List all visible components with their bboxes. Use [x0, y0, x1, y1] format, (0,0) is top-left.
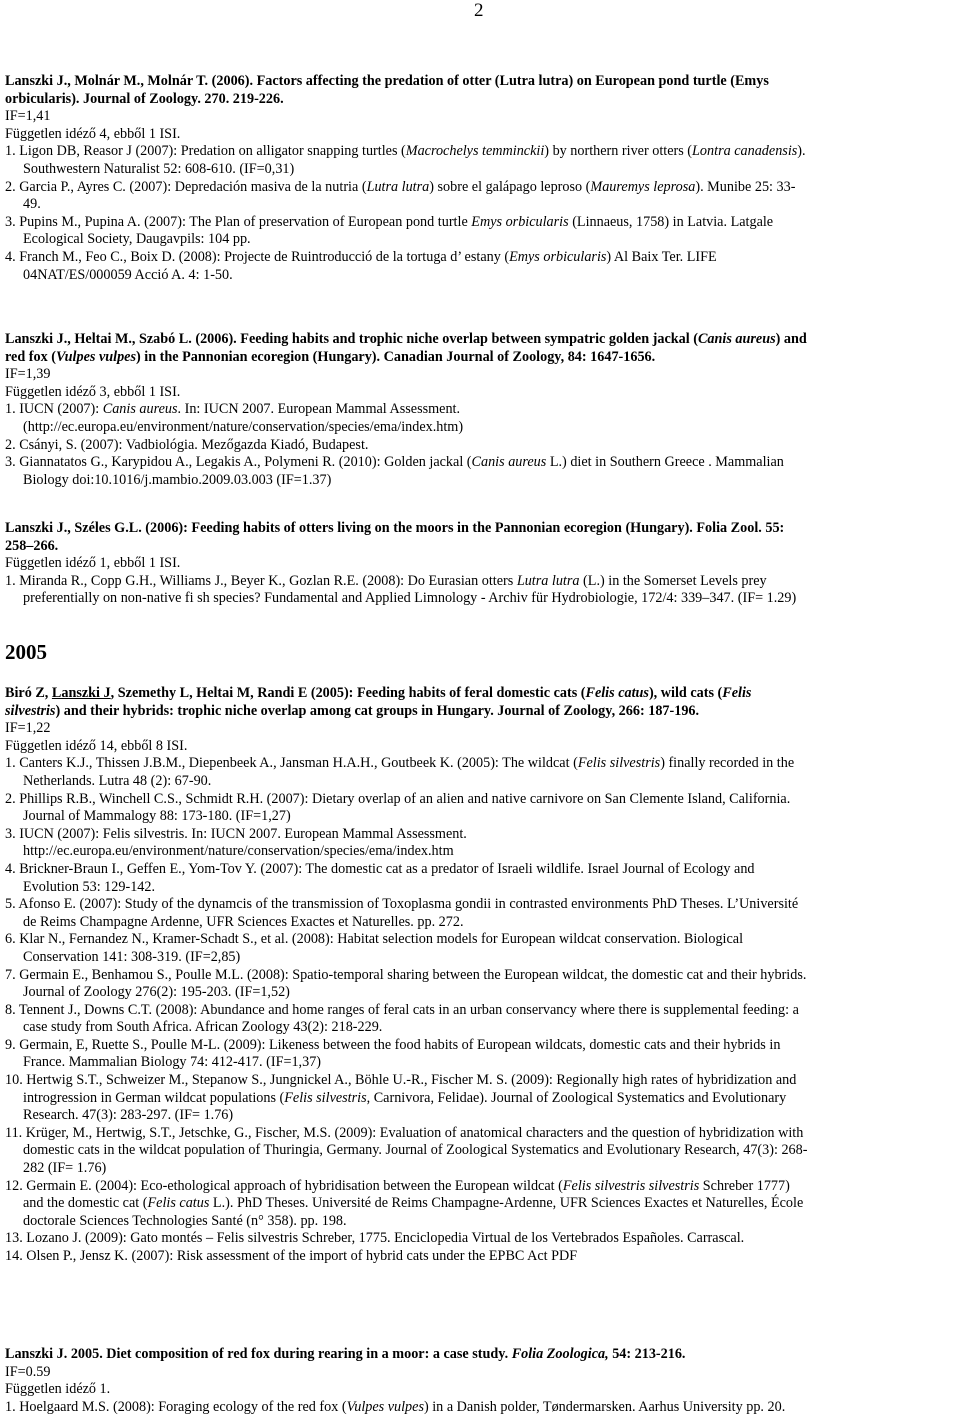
text-run: 1. IUCN (2007): [5, 401, 103, 418]
text-run: Schreber 1777) [699, 1177, 790, 1194]
text-run: 5. Afonso E. (2007): Study of the dynamcis of the transmission of Toxoplasma gondii in contrasted environments PhD Theses. L’Université [5, 896, 799, 913]
text-run: (http://ec.europa.eu/environment/nature/conservation/species/ema/index.htm) [23, 418, 464, 435]
citation-line [5, 1213, 955, 1231]
citation-block [5, 73, 955, 284]
citation-line [5, 967, 955, 985]
text-run: 282 (IF= 1.76) [23, 1160, 107, 1177]
text-run: red fox ( [5, 348, 56, 365]
text-run: , Carnivora, Felidae). Journal of Zoological Systematics and Evolutionary [366, 1089, 787, 1106]
citation-block [5, 685, 955, 1266]
text-run: preferentially on non-native fi sh species? Fundamental and Applied Limnology - Archiv für Hydrobiologie, 172/4: 339–347. (IF= 1.29) [23, 590, 797, 607]
citation-line [5, 161, 955, 179]
citation-line [5, 555, 955, 573]
text-run: Felis catus [585, 685, 649, 701]
text-run: IF=1,22 [5, 720, 51, 737]
page-number: 2 [474, 0, 484, 21]
citation-line [5, 231, 955, 249]
text-run: 04NAT/ES/000059 Acció A. 4: 1-50. [23, 266, 233, 283]
citation-line [5, 1178, 955, 1196]
text-run: Felis silvestris silvestris [562, 1177, 700, 1194]
citation-block [5, 331, 955, 489]
citation-line [5, 249, 955, 267]
citation-heading [5, 1346, 955, 1364]
citation-line [5, 703, 955, 721]
text-run: Független idéző 14, ebből 8 ISI. [5, 737, 188, 754]
text-run: Független idéző 1, ebből 1 ISI. [5, 555, 181, 572]
text-run: Southwestern Naturalist 52: 608-610. (IF=0,31) [23, 160, 295, 177]
text-run: 12. Germain E. (2004): Eco-ethological approach of hybridisation between the European wildcat ( [5, 1177, 563, 1194]
text-run: 1. Hoelgaard M.S. (2008): Foraging ecology of the red fox ( [5, 1398, 347, 1415]
citation-line [5, 1399, 955, 1417]
citation-block [5, 520, 955, 608]
text-run: Lutra lutra [516, 572, 580, 589]
citation-line [5, 1248, 955, 1266]
citation-line [5, 267, 955, 285]
citation-line [5, 1090, 955, 1108]
citation-line [5, 1037, 955, 1055]
text-run: 2. Phillips R.B., Winchell C.S., Schmidt R.H. (2007): Dietary overlap of an alien and native carnivore on San Clemente Island, California. [5, 790, 791, 807]
citation-line [5, 143, 955, 161]
text-run: 4. Franch M., Feo C., Boix D. (2008): Projecte de Ruintroducció de la tortuga d’ estany ( [5, 248, 510, 265]
text-run: Lanszki J., Heltai M., Szabó L. (2006). Feeding habits and trophic niche overlap between sympatric golden jackal ( [5, 331, 698, 347]
citation-heading [5, 73, 955, 91]
text-run: de Reims Champagne Ardenne, UFR Sciences Exactes et Naturelles. pp. 272. [23, 913, 464, 930]
text-run: orbicularis). Journal of Zoology. 270. 219-226. [5, 90, 284, 107]
citation-line [5, 454, 955, 472]
text-run: Folia Zoologica, [511, 1346, 609, 1362]
citation-line [5, 1107, 955, 1125]
citation-line [5, 1019, 955, 1037]
citation-line [5, 826, 955, 844]
text-run: ) and their hybrids: trophic niche overlap among cat groups in Hungary. Journal of Zoology, 266: 187-196. [55, 702, 700, 719]
text-run: ). [797, 143, 806, 160]
text-run: IF=0.59 [5, 1363, 51, 1380]
text-run: 3. Pupins M., Pupina A. (2007): The Plan of preservation of European pond turtle [5, 213, 472, 230]
text-run: IF=1,39 [5, 366, 51, 383]
text-run: 10. Hertwig S.T., Schweizer M., Stepanow S., Jungnickel A., Böhle U.-R., Fischer M. S. (2009): Regionally high rates of hybridization and [5, 1072, 797, 1089]
text-run: Felis silvestris [577, 755, 661, 772]
text-run: 2. Garcia P., Ayres C. (2007): Depredación masiva de la nutria ( [5, 178, 367, 195]
text-run: Lanszki J., Széles G.L. (2006): Feeding habits of otters living on the moors in the Pannonian ecoregion (Hungary). Folia Zool. 55: [5, 520, 785, 536]
text-run: , Szemethy L, Heltai M, Randi E (2005): Feeding habits of feral domestic cats ( [110, 685, 586, 701]
text-run: Lutra lutra [366, 178, 430, 195]
citation-line [5, 366, 955, 384]
text-run: ) by northern river otters ( [544, 143, 693, 160]
citation-line [5, 896, 955, 914]
text-run: Vulpes vulpes [346, 1398, 424, 1415]
text-run: 6. Klar N., Fernandez N., Kramer-Schadt S., et al. (2008): Habitat selection models for European wildcat conservation. Biological [5, 931, 744, 948]
citation-heading [5, 331, 955, 349]
text-run: L.) diet in Southern Greece . Mammalian [546, 454, 784, 471]
text-run: Felis [722, 685, 752, 701]
text-run: IF=1,41 [5, 108, 51, 125]
text-run: ) Al Baix Ter. LIFE [606, 248, 717, 265]
text-run: (L.) in the Somerset Levels prey [579, 572, 767, 589]
text-run: Emys orbicularis [509, 248, 607, 265]
citation-heading [5, 685, 955, 703]
citation-line [5, 720, 955, 738]
text-run: Research. 47(3): 283-297. (IF= 1.76) [23, 1107, 234, 1124]
text-run: Független idéző 4, ebből 1 ISI. [5, 125, 181, 142]
text-run: Canis aureus [471, 454, 547, 471]
citation-line [5, 1364, 955, 1382]
citation-line [5, 1125, 955, 1143]
citation-line [5, 791, 955, 809]
text-run: Ecological Society, Daugavpils: 104 pp. [23, 231, 251, 248]
text-run: Lanszki J., Molnár M., Molnár T. (2006). Factors affecting the predation of otter (Lutra lutra) on European pond turtle (Emys [5, 73, 769, 89]
text-run: 7. Germain E., Benhamou S., Poulle M.L. (2008): Spatio-temporal sharing between the European wildcat, the domestic cat and their hybrids. [5, 966, 807, 983]
citation-line [5, 755, 955, 773]
citation-line [5, 1230, 955, 1248]
citation-line [5, 196, 955, 214]
citation-line [5, 91, 955, 109]
text-run: Canis aureus [697, 331, 776, 347]
citation-line [5, 843, 955, 861]
text-run: 11. Krüger, M., Hertwig, S.T., Jetschke, G., Fischer, M.S. (2009): Evaluation of anatomical characters and the question of hybridization with [5, 1124, 804, 1141]
year-heading: 2005 [5, 640, 47, 664]
citation-heading [5, 520, 955, 538]
text-run: Lanszki J [51, 685, 111, 701]
text-run: Felis silvestris [284, 1089, 367, 1106]
citation-line [5, 738, 955, 756]
citation-line [5, 1160, 955, 1178]
text-run: 4. Brickner-Braun I., Geffen E., Yom-Tov Y. (2007): The domestic cat as a predator of Israeli wildlife. Israel Journal of Ecology and [5, 860, 755, 877]
text-run: Mauremys leprosa [590, 178, 696, 195]
text-run: Független idéző 1. [5, 1381, 111, 1398]
citation-line [5, 108, 955, 126]
text-run: Emys orbicularis [471, 213, 569, 230]
text-run: ) in a Danish polder, Tøndermarsken. Aarhus University pp. 20. [423, 1398, 786, 1415]
citation-line [5, 384, 955, 402]
text-run: http://ec.europa.eu/environment/nature/conservation/species/ema/index.htm [23, 843, 454, 860]
text-run: Lanszki J. 2005. Diet composition of red fox during rearing in a moor: a case study. [5, 1346, 512, 1362]
text-run: Vulpes vulpes [55, 348, 136, 365]
text-run: Lontra canadensis [692, 143, 798, 160]
text-run: Biology doi:10.1016/j.mambio.2009.03.003 (IF=1.37) [23, 471, 332, 488]
text-run: 1. Ligon DB, Reasor J (2007): Predation on alligator snapping turtles ( [5, 143, 406, 160]
text-run: Journal of Mammalogy 88: 173-180. (IF=1,27) [23, 808, 291, 825]
citation-block [5, 1346, 955, 1416]
text-run: 49. [23, 196, 41, 213]
text-run: 13. Lozano J. (2009): Gato montés – Felis silvestris Schreber, 1775. Enciclopedia Virtual de los Vertebrados Españoles. Carrascal. [5, 1230, 745, 1247]
text-run: case study from South Africa. African Zoology 43(2): 218-229. [23, 1019, 383, 1036]
citation-line [5, 590, 955, 608]
text-run: 1. Miranda R., Copp G.H., Williams J., Beyer K., Gozlan R.E. (2008): Do Eurasian otters [5, 572, 517, 589]
text-run: 2. Csányi, S. (2007): Vadbiológia. Mezőgazda Kiadó, Budapest. [5, 436, 369, 453]
citation-line [5, 472, 955, 490]
text-run: 54: 213-216. [608, 1346, 686, 1362]
text-run: 3. Giannatatos G., Karypidou A., Legakis A., Polymeni R. (2010): Golden jackal ( [5, 454, 472, 471]
citation-line [5, 538, 955, 556]
text-run: Conservation 141: 308-319. (IF=2,85) [23, 948, 241, 965]
text-run: France. Mammalian Biology 74: 412-417. (IF=1,37) [23, 1054, 322, 1071]
text-run: 258–266. [5, 537, 59, 554]
text-run: ), wild cats ( [648, 685, 723, 701]
citation-line [5, 573, 955, 591]
citation-line [5, 1054, 955, 1072]
citation-line [5, 1072, 955, 1090]
citation-line [5, 1195, 955, 1213]
citation-line [5, 1142, 955, 1160]
text-run: Canis aureus [102, 401, 178, 418]
text-run: Macrochelys temminckii [405, 143, 545, 160]
text-run: 14. Olsen P., Jensz K. (2007): Risk assessment of the import of hybrid cats under the EPBC Act PDF [5, 1248, 578, 1264]
citation-line [5, 914, 955, 932]
text-run: ) sobre el galápago leproso ( [429, 178, 591, 195]
text-run: Független idéző 3, ebből 1 ISI. [5, 383, 181, 400]
text-run: Netherlands. Lutra 48 (2): 67-90. [23, 772, 212, 789]
text-run: (Linnaeus, 1758) in Latvia. Latgale [568, 213, 774, 230]
citation-line [5, 808, 955, 826]
text-run: introgression in German wildcat populations ( [23, 1089, 285, 1106]
citation-line [5, 1002, 955, 1020]
text-run: ) and [775, 331, 807, 347]
text-run: 9. Germain, E, Ruette S., Poulle M-L. (2009): Likeness between the food habits of European wildcats, domestic cats and their hybrids in [5, 1036, 781, 1053]
citation-line [5, 214, 955, 232]
text-run: domestic cats in the wildcat population of Thuringia, Germany. Journal of Zoological Systematics and Evolutionary Research, 47(3): 268- [23, 1142, 808, 1159]
citation-line [5, 861, 955, 879]
citation-line [5, 949, 955, 967]
citation-line [5, 931, 955, 949]
text-run: . In: IUCN 2007. European Mammal Assessment. [177, 401, 461, 418]
text-run: Felis catus [147, 1195, 210, 1212]
citation-line [5, 349, 955, 367]
text-run: silvestris [5, 702, 56, 719]
text-run: ). Munibe 25: 33- [695, 178, 796, 195]
citation-line [5, 984, 955, 1002]
citation-line [5, 419, 955, 437]
citation-line [5, 437, 955, 455]
citation-line [5, 879, 955, 897]
text-run: L.). PhD Theses. Université de Reims Champagne-Ardenne, UFR Sciences Exactes et Naturelles, École [209, 1195, 804, 1212]
citation-line [5, 179, 955, 197]
citation-line [5, 1381, 955, 1399]
text-run: and the domestic cat ( [23, 1195, 148, 1212]
text-run: Biró Z, [5, 685, 52, 701]
citation-line [5, 401, 955, 419]
text-run: doctorale Sciences Technologies Santé (n° 358). pp. 198. [23, 1212, 347, 1229]
citation-line [5, 773, 955, 791]
text-run: 3. IUCN (2007): Felis silvestris. In: IUCN 2007. European Mammal Assessment. [5, 825, 467, 842]
text-run: 8. Tennent J., Downs C.T. (2008): Abundance and home ranges of feral cats in an urban conservancy where there is supplemental feeding: a [5, 1001, 799, 1018]
text-run: 1. Canters K.J., Thissen J.B.M., Diepenbeek A., Jansman H.A.H., Goutbeek K. (2005): The wildcat ( [5, 755, 578, 772]
text-run: ) finally recorded in the [660, 755, 795, 772]
citation-line [5, 126, 955, 144]
text-run: ) in the Pannonian ecoregion (Hungary). Canadian Journal of Zoology, 84: 1647-1656. [135, 348, 656, 365]
text-run: Journal of Zoology 276(2): 195-203. (IF=1,52) [23, 984, 290, 1001]
text-run: Evolution 53: 129-142. [23, 878, 156, 895]
